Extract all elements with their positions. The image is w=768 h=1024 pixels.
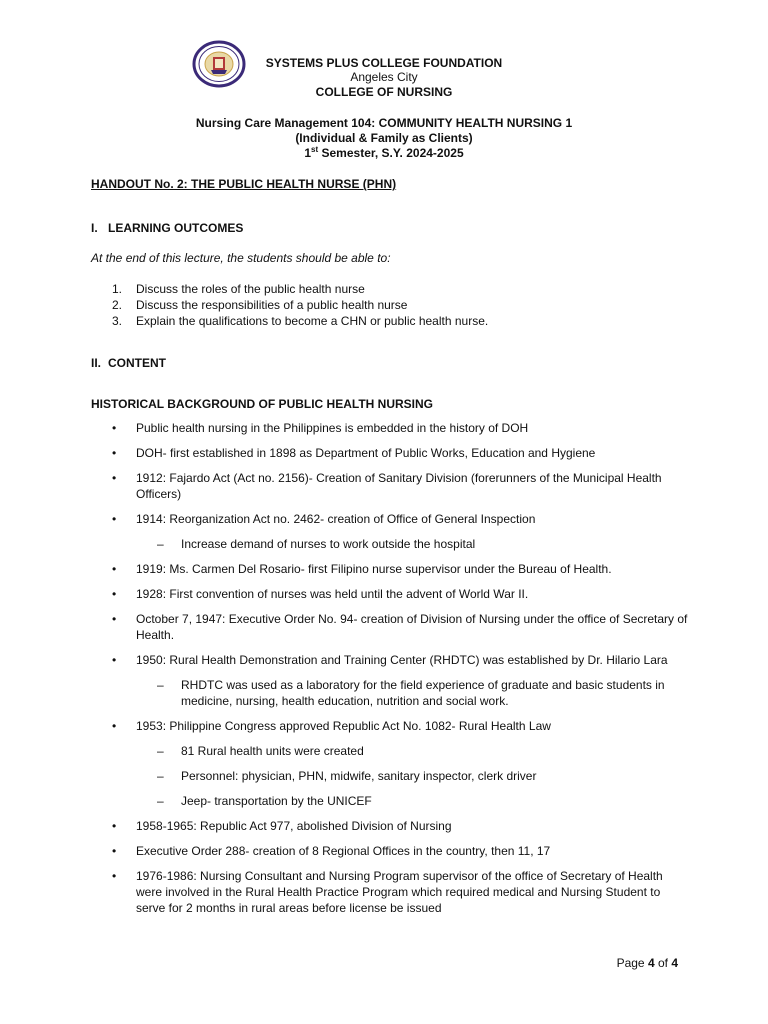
list-item-text: 1928: First convention of nurses was held until the advent of World War II. — [136, 587, 529, 601]
current-page: 4 — [647, 956, 655, 970]
sub-list-item-text: 81 Rural health units were created — [181, 744, 364, 758]
page-number-footer — [617, 956, 678, 971]
list-item — [112, 313, 488, 329]
list-item-text: Explain the qualifications to become a CHN or public health nurse. — [136, 314, 489, 328]
bullet-icon: • — [112, 819, 117, 833]
list-item — [112, 818, 692, 834]
list-item-text: 1953: Philippine Congress approved Republic Act No. 1082- Rural Health Law — [136, 719, 551, 733]
section-title: LEARNING OUTCOMES — [108, 221, 244, 235]
bullet-icon: • — [112, 562, 117, 576]
semester-line — [120, 146, 648, 161]
list-item-text: Public health nursing in the Philippines is embedded in the history of DOH — [136, 421, 529, 435]
history-heading: HISTORICAL BACKGROUND OF PUBLIC HEALTH NURSING — [91, 397, 433, 411]
semester-text: Semester, S.Y. 2024-2025 — [318, 146, 464, 160]
list-item — [112, 843, 692, 859]
list-item-text: 1958-1965: Republic Act 977, abolished Division of Nursing — [136, 819, 452, 833]
bullet-icon: • — [112, 719, 117, 733]
list-number: 1. — [112, 282, 123, 296]
list-item-text: 1912: Fajardo Act (Act no. 2156)- Creation of Sanitary Division (forerunners of the Municipal Health Officers) — [136, 471, 662, 501]
bullet-icon: • — [112, 653, 117, 667]
section-heading-content — [91, 356, 166, 371]
bullet-icon: • — [112, 869, 117, 883]
sub-list-item — [157, 677, 692, 709]
sub-list-item — [157, 793, 692, 809]
list-item — [112, 586, 692, 602]
list-item — [112, 420, 692, 436]
bullet-icon: • — [112, 446, 117, 460]
dash-icon: – — [157, 678, 164, 692]
course-subtitle: (Individual & Family as Clients) — [295, 131, 473, 145]
list-item — [112, 470, 692, 502]
semester-number: 1 — [304, 146, 312, 160]
section-heading-learning-outcomes — [91, 221, 243, 236]
bullet-icon: • — [112, 844, 117, 858]
sub-list-item-text: Increase demand of nurses to work outside the hospital — [181, 537, 476, 551]
list-item — [112, 511, 692, 527]
learning-outcomes-list — [112, 281, 488, 329]
dash-icon: – — [157, 744, 164, 758]
institution-header — [200, 56, 568, 99]
list-item — [112, 652, 692, 668]
dash-icon: – — [157, 794, 164, 808]
college-name: SYSTEMS PLUS COLLEGE FOUNDATION — [265, 56, 503, 70]
history-list — [112, 420, 692, 925]
department-name: COLLEGE OF NURSING — [315, 85, 453, 99]
sub-list-item-text: Personnel: physician, PHN, midwife, sanitary inspector, clerk driver — [181, 769, 537, 783]
list-item — [112, 281, 488, 297]
section-title: CONTENT — [108, 356, 166, 370]
list-item-text: DOH- first established in 1898 as Department of Public Works, Education and Hygiene — [136, 446, 596, 460]
list-number: 3. — [112, 314, 123, 328]
city-name: Angeles City — [350, 70, 418, 84]
list-item-text: 1914: Reorganization Act no. 2462- creation of Office of General Inspection — [136, 512, 536, 526]
list-item-text: 1919: Ms. Carmen Del Rosario- first Filipino nurse supervisor under the Bureau of Health. — [136, 562, 612, 576]
section-number: II. — [91, 356, 102, 370]
sub-list-item-text: Jeep- transportation by the UNICEF — [181, 794, 372, 808]
bullet-icon: • — [112, 512, 117, 526]
list-number: 2. — [112, 298, 123, 312]
course-header — [120, 116, 648, 161]
course-title: Nursing Care Management 104: COMMUNITY HEALTH NURSING 1 — [195, 116, 573, 130]
list-item — [112, 868, 692, 916]
list-item-text: 1950: Rural Health Demonstration and Training Center (RHDTC) was established by Dr. Hilario Lara — [136, 653, 668, 667]
dash-icon: – — [157, 537, 164, 551]
section-number: I. — [91, 221, 98, 235]
dash-icon: – — [157, 769, 164, 783]
list-item-text: Discuss the responsibilities of a public health nurse — [136, 298, 408, 312]
sub-list-item-text: RHDTC was used as a laboratory for the field experience of graduate and basic students in medicine, nursing, health education, nutrition and social work. — [181, 678, 665, 708]
page-prefix: Page — [616, 956, 648, 970]
list-item — [112, 611, 692, 643]
bullet-icon: • — [112, 587, 117, 601]
list-item-text: Discuss the roles of the public health nurse — [136, 282, 365, 296]
list-item — [112, 718, 692, 734]
list-item — [112, 445, 692, 461]
sub-list-item — [157, 768, 692, 784]
bullet-icon: • — [112, 612, 117, 626]
list-item-text: 1976-1986: Nursing Consultant and Nursing Program supervisor of the office of Secretary of Health were involved in the Rural Health Practice Program which required medical and Nursing Student to serve for 2 months in rural areas before license be issued — [136, 869, 663, 915]
page-separator: of — [654, 956, 672, 970]
list-item — [112, 297, 488, 313]
list-item-text: October 7, 1947: Executive Order No. 94- creation of Division of Nursing under the office of Secretary of Health. — [136, 612, 688, 642]
semester-ordinal: st — [311, 145, 319, 154]
sub-list-item — [157, 743, 692, 759]
bullet-icon: • — [112, 421, 117, 435]
handout-title: HANDOUT No. 2: THE PUBLIC HEALTH NURSE (PHN) — [91, 177, 397, 191]
total-pages: 4 — [671, 956, 678, 970]
list-item-text: Executive Order 288- creation of 8 Regional Offices in the country, then 11, 17 — [136, 844, 551, 858]
bullet-icon: • — [112, 471, 117, 485]
intro-text: At the end of this lecture, the students should be able to: — [91, 251, 391, 265]
sub-list-item — [157, 536, 692, 552]
list-item — [112, 561, 692, 577]
